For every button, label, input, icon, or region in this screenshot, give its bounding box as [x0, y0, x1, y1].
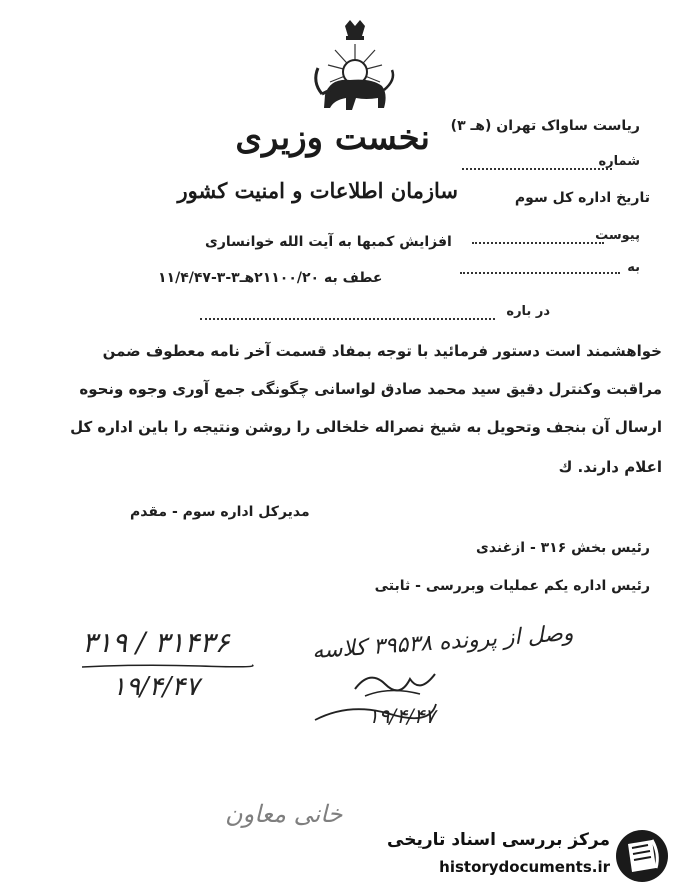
book-page-icon [614, 828, 670, 884]
handwritten-date-right: ۱۹/۴/۴۷ [368, 704, 436, 728]
body-line-4: اعلام دارند. ك [558, 458, 662, 476]
watermark-url: historydocuments.ir [439, 858, 610, 876]
to-dotted-line [460, 272, 620, 274]
regarding-label: در باره [506, 304, 550, 319]
body-line-1: خواهشمند است دستور فرمائید با توجه بمفاد قسمت آخر نامه معطوف ضمن [102, 342, 662, 360]
organization-subtitle: سازمان اطلاعات و امنیت کشور [177, 178, 458, 203]
lion-and-sun-emblem-icon [300, 20, 410, 120]
department-chief-line: رئیس اداره یکم عملیات وبررسی - ثابتی [374, 578, 650, 594]
attachment-dotted-line [472, 242, 604, 244]
handwritten-bottom-note: خانی معاون [225, 800, 343, 828]
handwritten-date-left: ۱۹/۴/۴۷ [112, 672, 200, 702]
subject-line: افزایش کمبها به آیت الله خوانساری [205, 234, 452, 250]
office-title: نخست وزیری [235, 118, 430, 158]
addressee-line: ریاست ساواک تهران (هـ ۳) [450, 118, 640, 134]
handwritten-received-note: وصل از پرونده ۳۹۵۳۸ کلاسه [311, 620, 575, 665]
body-line-2: مراقبت وکنترل دقیق سید محمد صادق لواسانی چگونگی جمع آوری وجوه ونحوه [79, 380, 662, 398]
number-dotted-line [462, 168, 612, 170]
date-department-line: تاریخ اداره کل سوم [514, 190, 650, 206]
handwritten-number-left: ۳۱۹ / ۳۱۴۳۶ [82, 626, 230, 659]
to-label: به [627, 260, 640, 275]
director-signature-line: مدیرکل اداره سوم - مقدم [130, 504, 310, 520]
number-label: شماره [598, 154, 640, 169]
watermark [387, 826, 672, 886]
section-chief-line: رئیس بخش ۳۱۶ - ازغندی [476, 540, 650, 556]
regarding-dotted-line [200, 318, 495, 320]
handwritten-underline [80, 662, 255, 670]
reference-line: عطف به ۲۱۱۰۰/۲۰هـ۳-۳-۱۱/۴/۴۷ [158, 270, 383, 286]
watermark-title: مرکز بررسی اسناد تاریخی [387, 830, 610, 850]
attachment-label: پیوست [595, 228, 640, 243]
body-line-3: ارسال آن بنجف وتحویل به شیخ نصراله خلخالی را روشن ونتیجه را باین اداره کل [70, 418, 662, 436]
